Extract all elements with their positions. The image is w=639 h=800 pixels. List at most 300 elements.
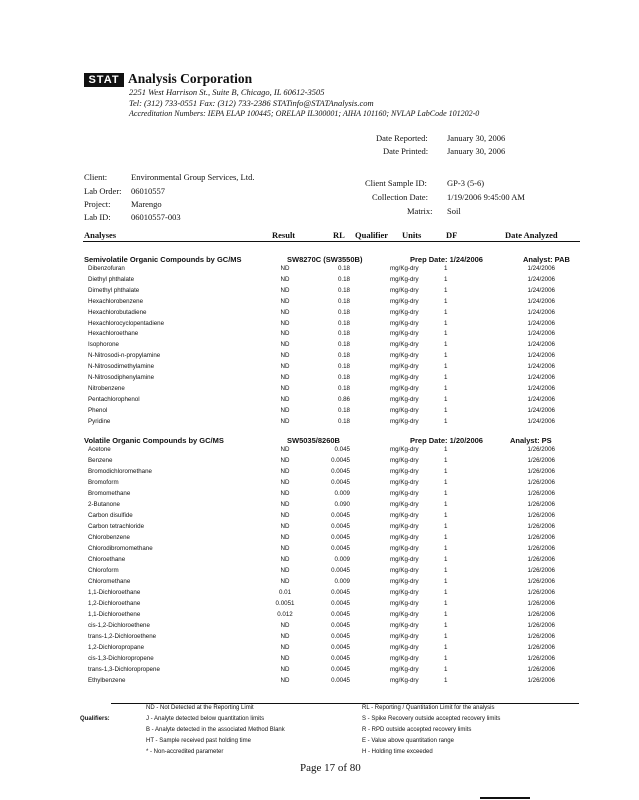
date-analyzed-value: 1/26/2006 — [527, 534, 555, 541]
qualifier-b: B - Analyte detected in the associated Method Blank — [146, 727, 285, 733]
table-row — [0, 457, 639, 468]
result-value: ND — [280, 534, 290, 541]
rl-value: 0.0045 — [331, 567, 350, 574]
rl-value: 0.0045 — [331, 622, 350, 629]
analyte-name: Chlorodibromomethane — [88, 545, 153, 552]
units-value: mg/Kg-dry — [390, 677, 419, 684]
result-value: ND — [280, 406, 290, 414]
header-rule — [83, 241, 580, 242]
df-value: 1 — [444, 611, 448, 618]
table-row — [0, 446, 639, 457]
df-value: 1 — [444, 523, 448, 530]
units-value: mg/Kg-dry — [390, 479, 419, 486]
df-value: 1 — [444, 341, 448, 349]
df-value: 1 — [444, 265, 448, 272]
units-value: mg/Kg-dry — [390, 330, 419, 338]
table-row — [0, 655, 639, 666]
analyte-name: Benzene — [88, 457, 113, 464]
result-value: ND — [280, 308, 290, 316]
date-analyzed-value: 1/26/2006 — [527, 490, 555, 497]
df-value: 1 — [444, 534, 448, 541]
df-value: 1 — [444, 644, 448, 651]
units-value: mg/Kg-dry — [390, 395, 419, 403]
df-value: 1 — [444, 319, 448, 327]
result-value: ND — [280, 633, 290, 640]
units-value: mg/Kg-dry — [390, 457, 419, 464]
units-value: mg/Kg-dry — [390, 446, 419, 453]
df-value: 1 — [444, 666, 448, 673]
analyte-name: Bromodichloromethane — [88, 468, 152, 475]
date-analyzed-value: 1/26/2006 — [527, 523, 555, 530]
rl-value: 0.0045 — [331, 479, 350, 486]
date-analyzed-value: 1/26/2006 — [527, 501, 555, 508]
table-row — [0, 589, 639, 600]
analyte-name: Hexachlorobenzene — [88, 297, 144, 305]
analyte-name: 1,1-Dichloroethane — [88, 589, 141, 596]
section-voc-method: SW5035/8260B — [287, 436, 340, 445]
result-value: ND — [280, 468, 290, 475]
rl-value: 0.0045 — [331, 523, 350, 530]
units-value: mg/Kg-dry — [390, 286, 419, 294]
analyte-name: trans-1,3-Dichloropropene — [88, 666, 160, 673]
units-value: mg/Kg-dry — [390, 352, 419, 360]
analyte-name: Chloromethane — [88, 578, 131, 585]
date-analyzed-value: 1/26/2006 — [527, 567, 555, 574]
result-value: ND — [280, 556, 290, 563]
date-analyzed-value: 1/26/2006 — [527, 479, 555, 486]
units-value: mg/Kg-dry — [390, 468, 419, 475]
date-analyzed-value: 1/26/2006 — [527, 457, 555, 464]
df-value: 1 — [444, 677, 448, 684]
result-value: ND — [280, 578, 290, 585]
rl-value: 0.0045 — [331, 655, 350, 662]
analyte-name: Hexachlorocyclopentadiene — [88, 319, 165, 327]
units-value: mg/Kg-dry — [390, 384, 419, 392]
section-voc-title: Volatile Organic Compounds by GC/MS — [84, 436, 224, 445]
df-value: 1 — [444, 556, 448, 563]
date-analyzed-value: 1/26/2006 — [527, 600, 555, 607]
rl-value: 0.0045 — [331, 457, 350, 464]
rl-value: 0.090 — [334, 501, 350, 508]
analyte-name: Chloroform — [88, 567, 119, 574]
date-analyzed-value: 1/26/2006 — [527, 677, 555, 684]
date-analyzed-value: 1/24/2006 — [527, 406, 555, 414]
section-svoc-prep-date: Prep Date: 1/24/2006 — [410, 255, 483, 264]
qualifier-ht: HT - Sample received past holding time — [146, 738, 251, 744]
table-row — [0, 418, 639, 429]
column-result: Result — [272, 230, 296, 240]
result-value: ND — [280, 374, 290, 381]
rl-value: 0.0045 — [331, 600, 350, 607]
rl-value: 0.18 — [337, 297, 350, 305]
table-row — [0, 622, 639, 633]
column-units: Units — [402, 230, 422, 240]
company-address: 2251 West Harrison St., Suite B, Chicago, IL 60612-3505 — [129, 87, 325, 97]
table-row — [0, 385, 639, 396]
rl-value: 0.18 — [337, 417, 350, 425]
table-row — [0, 320, 639, 331]
units-value: mg/Kg-dry — [390, 308, 419, 316]
analyte-name: Bromomethane — [88, 490, 131, 497]
rl-value: 0.18 — [337, 319, 350, 327]
analyte-name: cis-1,2-Dichloroethene — [88, 622, 150, 629]
result-value: ND — [280, 341, 290, 349]
date-analyzed-value: 1/26/2006 — [527, 622, 555, 629]
units-value: mg/Kg-dry — [390, 666, 419, 673]
table-row — [0, 298, 639, 309]
df-value: 1 — [444, 655, 448, 662]
qualifier-nd: ND - Not Detected at the Reporting Limit — [146, 705, 254, 711]
result-value: ND — [280, 297, 290, 305]
rl-value: 0.0045 — [331, 468, 350, 475]
analyte-name: Pyridine — [88, 417, 111, 425]
df-value: 1 — [444, 468, 448, 475]
rl-value: 0.0045 — [331, 534, 350, 541]
analyte-name: Nitrobenzene — [88, 384, 125, 392]
date-analyzed-value: 1/24/2006 — [527, 417, 555, 425]
rl-value: 0.045 — [334, 446, 350, 453]
date-analyzed-value: 1/26/2006 — [527, 446, 555, 453]
result-value: ND — [280, 352, 290, 360]
analyte-name: Dibenzofuran — [88, 265, 125, 272]
df-value: 1 — [444, 512, 448, 519]
units-value: mg/Kg-dry — [390, 319, 419, 327]
rl-value: 0.0045 — [331, 644, 350, 651]
table-row — [0, 468, 639, 479]
table-row — [0, 363, 639, 374]
rl-value: 0.18 — [337, 384, 350, 392]
client-label: Client: — [84, 172, 108, 182]
column-analyses: Analyses — [84, 230, 117, 240]
page-edge-mark — [480, 797, 530, 799]
analyte-name: Bromoform — [88, 479, 119, 486]
rl-value: 0.0045 — [331, 611, 350, 618]
table-row — [0, 556, 639, 567]
date-analyzed-value: 1/26/2006 — [527, 611, 555, 618]
df-value: 1 — [444, 600, 448, 607]
analyte-name: Acetone — [88, 446, 111, 453]
units-value: mg/Kg-dry — [390, 622, 419, 629]
rl-value: 0.18 — [337, 352, 350, 360]
units-value: mg/Kg-dry — [390, 633, 419, 640]
qualifier-rl: RL - Reporting / Quantitation Limit for the analysis — [362, 705, 495, 711]
table-row — [0, 534, 639, 545]
date-analyzed-value: 1/24/2006 — [527, 330, 555, 338]
df-value: 1 — [444, 501, 448, 508]
rl-value: 0.009 — [334, 490, 350, 497]
qualifier-j: J - Analyte detected below quantitation limits — [146, 716, 265, 722]
units-value: mg/Kg-dry — [390, 600, 419, 607]
result-value: ND — [280, 501, 290, 508]
table-row — [0, 287, 639, 298]
result-value: ND — [280, 286, 290, 294]
table-row — [0, 633, 639, 644]
date-reported-value: January 30, 2006 — [447, 133, 506, 143]
analyte-name: Ethylbenzene — [88, 677, 126, 684]
lab-id-value: 06010557-003 — [131, 212, 181, 222]
section-voc-prep-date: Prep Date: 1/20/2006 — [410, 436, 483, 445]
analyte-name: 1,2-Dichloropropane — [88, 644, 145, 651]
analyte-name: Hexachloroethane — [88, 330, 139, 338]
client-sample-id-label: Client Sample ID: — [365, 178, 427, 188]
df-value: 1 — [444, 275, 448, 283]
table-row — [0, 407, 639, 418]
qualifier-e: E - Value above quantitation range — [362, 738, 454, 744]
df-value: 1 — [444, 308, 448, 316]
qualifier-non-accredited: * - Non-accredited parameter — [146, 749, 224, 755]
result-value: 0.012 — [277, 611, 293, 618]
analyte-name: N-Nitrosodiphenylamine — [88, 374, 155, 381]
analyte-name: 1,1-Dichloroethene — [88, 611, 141, 618]
rl-value: 0.18 — [337, 363, 350, 371]
units-value: mg/Kg-dry — [390, 417, 419, 425]
result-value: ND — [280, 330, 290, 338]
result-value: ND — [280, 265, 290, 272]
result-value: ND — [280, 384, 290, 392]
result-value: ND — [280, 512, 290, 519]
date-analyzed-value: 1/24/2006 — [527, 374, 555, 381]
units-value: mg/Kg-dry — [390, 611, 419, 618]
units-value: mg/Kg-dry — [390, 275, 419, 283]
units-value: mg/Kg-dry — [390, 578, 419, 585]
date-printed-value: January 30, 2006 — [447, 146, 506, 156]
rl-value: 0.18 — [337, 275, 350, 283]
units-value: mg/Kg-dry — [390, 556, 419, 563]
result-value: ND — [280, 490, 290, 497]
table-row — [0, 352, 639, 363]
rl-value: 0.009 — [334, 578, 350, 585]
date-printed-label: Date Printed: — [383, 146, 429, 156]
collection-date-label: Collection Date: — [372, 192, 428, 202]
table-row — [0, 330, 639, 341]
analyte-name: N-Nitrosodimethylamine — [88, 363, 155, 371]
column-df: DF — [446, 230, 458, 240]
df-value: 1 — [444, 286, 448, 294]
table-row — [0, 600, 639, 611]
result-value: ND — [280, 446, 290, 453]
date-analyzed-value: 1/26/2006 — [527, 666, 555, 673]
date-analyzed-value: 1/26/2006 — [527, 578, 555, 585]
qualifier-s: S - Spike Recovery outside accepted recovery limits — [362, 716, 501, 722]
date-analyzed-value: 1/26/2006 — [527, 655, 555, 662]
result-value: ND — [280, 275, 290, 283]
footer-rule — [111, 703, 579, 704]
analyte-name: Hexachlorobutadiene — [88, 308, 147, 316]
result-value: ND — [280, 666, 290, 673]
date-reported-label: Date Reported: — [376, 133, 428, 143]
result-value: ND — [280, 417, 290, 425]
df-value: 1 — [444, 297, 448, 305]
column-qualifier: Qualifier — [355, 230, 389, 240]
table-row — [0, 512, 639, 523]
column-date-analyzed: Date Analyzed — [505, 230, 558, 240]
table-row — [0, 677, 639, 688]
analyte-name: 1,2-Dichloroethane — [88, 600, 141, 607]
analyte-name: Carbon tetrachloride — [88, 523, 145, 530]
rl-value: 0.18 — [337, 286, 350, 294]
date-analyzed-value: 1/24/2006 — [527, 363, 555, 371]
qualifiers-label: Qualifiers: — [80, 716, 110, 722]
matrix-value: Soil — [447, 206, 461, 216]
units-value: mg/Kg-dry — [390, 265, 419, 272]
units-value: mg/Kg-dry — [390, 363, 419, 371]
df-value: 1 — [444, 633, 448, 640]
rl-value: 0.009 — [334, 556, 350, 563]
rl-value: 0.0045 — [331, 545, 350, 552]
analyte-name: Diethyl phthalate — [88, 275, 135, 283]
rl-value: 0.18 — [337, 330, 350, 338]
result-value: ND — [280, 395, 290, 403]
rl-value: 0.0045 — [331, 512, 350, 519]
company-name: Analysis Corporation — [128, 71, 253, 86]
table-row — [0, 501, 639, 512]
date-analyzed-value: 1/26/2006 — [527, 512, 555, 519]
result-value: ND — [280, 567, 290, 574]
table-row — [0, 374, 639, 385]
date-analyzed-value: 1/26/2006 — [527, 644, 555, 651]
rl-value: 0.18 — [337, 341, 350, 349]
df-value: 1 — [444, 622, 448, 629]
units-value: mg/Kg-dry — [390, 534, 419, 541]
df-value: 1 — [444, 457, 448, 464]
date-analyzed-value: 1/26/2006 — [527, 468, 555, 475]
units-value: mg/Kg-dry — [390, 374, 419, 381]
analyte-name: Pentachlorophenol — [88, 395, 140, 403]
result-value: ND — [280, 644, 290, 651]
date-analyzed-value: 1/24/2006 — [527, 308, 555, 316]
date-analyzed-value: 1/24/2006 — [527, 341, 555, 349]
date-analyzed-value: 1/24/2006 — [527, 384, 555, 392]
units-value: mg/Kg-dry — [390, 490, 419, 497]
result-value: ND — [280, 622, 290, 629]
df-value: 1 — [444, 479, 448, 486]
units-value: mg/Kg-dry — [390, 655, 419, 662]
result-value: ND — [280, 677, 290, 684]
collection-date-value: 1/19/2006 9:45:00 AM — [447, 192, 525, 202]
analyte-name: cis-1,3-Dichloropropene — [88, 655, 154, 662]
df-value: 1 — [444, 352, 448, 360]
date-analyzed-value: 1/24/2006 — [527, 275, 555, 283]
company-contact: Tel: (312) 733-0551 Fax: (312) 733-2386 STATinfo@STATAnalysis.com — [129, 98, 374, 108]
section-svoc-analyst: Analyst: PAB — [523, 255, 570, 264]
date-analyzed-value: 1/24/2006 — [527, 297, 555, 305]
column-rl: RL — [333, 230, 345, 240]
df-value: 1 — [444, 490, 448, 497]
date-analyzed-value: 1/24/2006 — [527, 352, 555, 360]
result-value: ND — [280, 655, 290, 662]
df-value: 1 — [444, 406, 448, 414]
table-row — [0, 666, 639, 677]
analyte-name: Chloroethane — [88, 556, 126, 563]
units-value: mg/Kg-dry — [390, 341, 419, 349]
units-value: mg/Kg-dry — [390, 406, 419, 414]
units-value: mg/Kg-dry — [390, 297, 419, 305]
df-value: 1 — [444, 374, 448, 381]
date-analyzed-value: 1/26/2006 — [527, 589, 555, 596]
result-value: ND — [280, 523, 290, 530]
analyte-name: Chlorobenzene — [88, 534, 130, 541]
analyte-name: Isophorone — [88, 341, 119, 349]
rl-value: 0.18 — [337, 406, 350, 414]
df-value: 1 — [444, 446, 448, 453]
rl-value: 0.0045 — [331, 633, 350, 640]
client-sample-id-value: GP-3 (5-6) — [447, 178, 485, 188]
lab-id-label: Lab ID: — [84, 212, 111, 222]
rl-value: 0.18 — [337, 265, 350, 272]
date-analyzed-value: 1/24/2006 — [527, 265, 555, 272]
result-value: ND — [280, 545, 290, 552]
df-value: 1 — [444, 567, 448, 574]
df-value: 1 — [444, 545, 448, 552]
date-analyzed-value: 1/26/2006 — [527, 556, 555, 563]
table-row — [0, 567, 639, 578]
lab-order-label: Lab Order: — [84, 186, 122, 196]
section-svoc-method: SW8270C (SW3550B) — [287, 255, 363, 264]
section-voc-analyst: Analyst: PS — [510, 436, 552, 445]
rl-value: 0.18 — [337, 374, 350, 381]
qualifier-h: H - Holding time exceeded — [362, 749, 433, 755]
date-analyzed-value: 1/26/2006 — [527, 545, 555, 552]
units-value: mg/Kg-dry — [390, 644, 419, 651]
table-row — [0, 490, 639, 501]
rl-value: 0.0045 — [331, 589, 350, 596]
table-row — [0, 341, 639, 352]
result-value: ND — [280, 363, 290, 371]
table-row — [0, 276, 639, 287]
units-value: mg/Kg-dry — [390, 523, 419, 530]
table-row — [0, 611, 639, 622]
table-row — [0, 479, 639, 490]
units-value: mg/Kg-dry — [390, 512, 419, 519]
date-analyzed-value: 1/24/2006 — [527, 286, 555, 294]
table-row — [0, 578, 639, 589]
client-value: Environmental Group Services, Ltd. — [131, 172, 255, 182]
lab-order-value: 06010557 — [131, 186, 165, 196]
date-analyzed-value: 1/24/2006 — [527, 319, 555, 327]
table-row — [0, 265, 639, 276]
table-row — [0, 309, 639, 320]
section-svoc-title: Semivolatile Organic Compounds by GC/MS — [84, 255, 242, 264]
project-value: Marengo — [131, 199, 162, 209]
analyte-name: 2-Butanone — [88, 501, 120, 508]
logo: STAT — [84, 73, 124, 87]
table-row — [0, 396, 639, 407]
df-value: 1 — [444, 578, 448, 585]
table-row — [0, 644, 639, 655]
analyte-name: Carbon disulfide — [88, 512, 133, 519]
accreditation-numbers: Accreditation Numbers: IEPA ELAP 100445; ORELAP IL300001; AIHA 101160; NVLAP LabCode 101202-0 — [129, 109, 480, 118]
date-analyzed-value: 1/24/2006 — [527, 395, 555, 403]
df-value: 1 — [444, 589, 448, 596]
qualifier-r: R - RPD outside accepted recovery limits — [362, 727, 472, 733]
result-value: ND — [280, 457, 290, 464]
result-value: ND — [280, 319, 290, 327]
analyte-name: trans-1,2-Dichloroethene — [88, 633, 157, 640]
units-value: mg/Kg-dry — [390, 545, 419, 552]
units-value: mg/Kg-dry — [390, 567, 419, 574]
units-value: mg/Kg-dry — [390, 501, 419, 508]
rl-value: 0.0045 — [331, 677, 350, 684]
units-value: mg/Kg-dry — [390, 589, 419, 596]
df-value: 1 — [444, 363, 448, 371]
table-row — [0, 523, 639, 534]
result-value: 0.01 — [278, 589, 292, 596]
rl-value: 0.86 — [337, 395, 350, 403]
analyte-name: N-Nitrosodi-n-propylamine — [88, 352, 161, 360]
df-value: 1 — [444, 384, 448, 392]
page-number: Page 17 of 80 — [300, 762, 361, 774]
project-label: Project: — [84, 199, 111, 209]
